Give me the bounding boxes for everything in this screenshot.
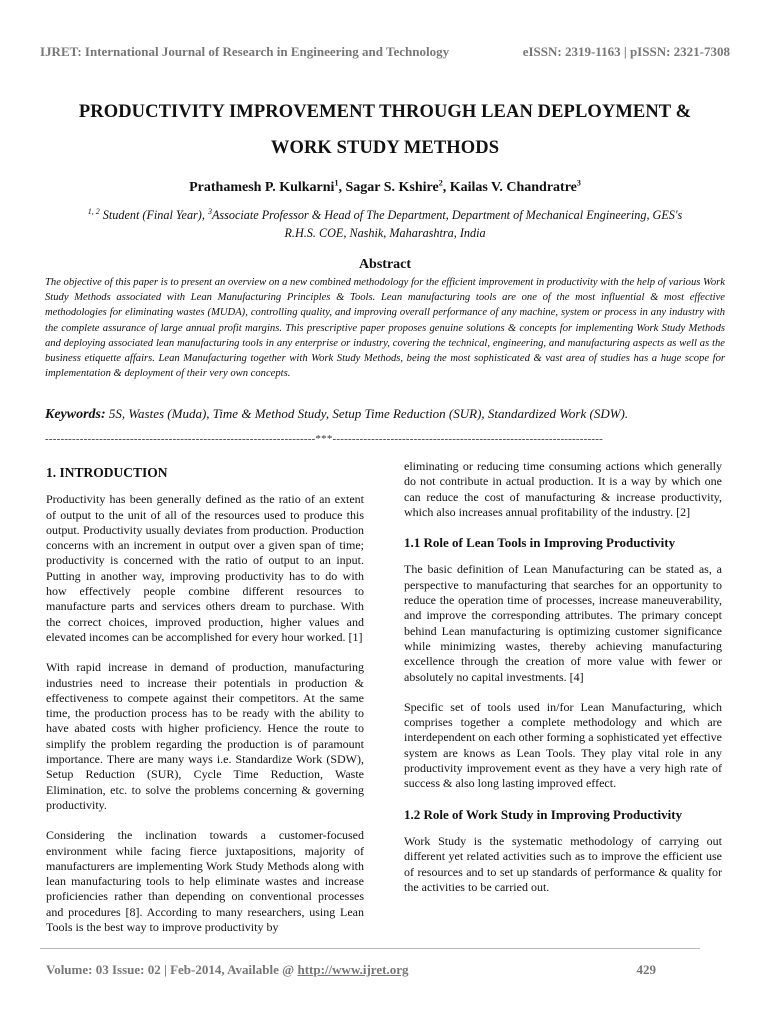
section-1-2-heading: 1.2 Role of Work Study in Improving Productivity (404, 806, 683, 822)
right-column (404, 459, 722, 910)
keywords-label: Keywords: (45, 407, 106, 422)
affiliation-line-1 (40, 206, 730, 224)
intro-heading: 1. INTRODUCTION (46, 465, 168, 480)
footer-volume-text: Volume: 03 Issue: 02 | Feb-2014, Available @ (46, 962, 298, 977)
section-1-1-paragraph-1: The basic definition of Lean Manufacturing can be stated as, a perspective to manufacturing that searches for an opportunity to reduce the operation time of processes, increase maneuverability, and improve the corresponding attributes. The primary concept behind Lean manufacturing is optimizing customer significance while minimizing wastes, thereby achieving manufacturing excellence through the creation of more value with fewer or absolutely no capital investments. [4] (404, 562, 722, 684)
running-header (40, 44, 730, 60)
title-line-2: WORK STUDY METHODS (270, 138, 500, 158)
keywords-text: 5S, Wastes (Muda), Time & Method Study, Setup Time Reduction (SUR), Standardized Work (SDW). (105, 406, 629, 421)
section-1-1-heading: 1.1 Role of Lean Tools in Improving Productivity (404, 535, 676, 551)
section-separator: ----------------------------------------------------------------------***---------------------------------------------------------------------- (45, 433, 603, 445)
affiliation-sup-2: 3 (207, 206, 212, 216)
author-list: Prathamesh P. Kulkarni$^1$, Sagar S. Kshire$^2$, Kailas V. Chandratre$^3$ (189, 178, 581, 195)
abstract-heading: Abstract (358, 257, 412, 272)
affiliation-text-2: Associate Professor & Head of The Department, Department of Mechanical Engineering, GES's (211, 208, 683, 222)
paper-title (40, 94, 730, 166)
intro-paragraph-3: Considering the inclination towards a customer-focused environment while facing fierce juxtapositions, majority of manufacturers are implementing Work Study Methods along with lean manufacturing tools to help eliminate wastes and increase proficiencies rather than depending on conventional processes and procedures [8]. According to many researchers, using Lean Tools is the best way to improve productivity by (46, 828, 364, 935)
affiliation-line-2: R.H.S. COE, Nashik, Maharashtra, India (284, 226, 486, 240)
intro-continued-paragraph: eliminating or reducing time consuming actions which generally do not contribute in actual production. It is a way by which one can reduce the cost of manufacturing & increase productivity, which also increases annual profitability of the industry. [2] (404, 459, 722, 519)
footer-divider (40, 948, 700, 949)
author-3: Kailas V. Chandratre (449, 180, 577, 195)
section-1-1-paragraph-2: Specific set of tools used in/for Lean Manufacturing, which comprises together a complete methodology and which are interdependent on each other forming a sophisticated yet effective system are knows as Lean Tools. They play vital role in any productivity improvement event as they have a very high rate of success & also long lasting improved effect. (404, 699, 722, 791)
author-2: Sagar S. Kshire (345, 180, 439, 195)
affiliation (40, 206, 730, 242)
author-1-sup: 1 (334, 178, 339, 188)
keywords (45, 406, 725, 423)
intro-paragraph-2: With rapid increase in demand of production, manufacturing industries need to increase their potentials in production & effectiveness to compete against their competitors. At the same time, the production process has to be ready with the ability to have abated costs with higher proficiency. Hence the route to simplify the problem regarding the production is of paramount importance. There are many ways i.e. Standardize Work (SDW), Setup Reduction (SUR), Cycle Time Reduction, Waste Elimination, etc. to solve the problems concerning & governing productivity. (46, 660, 364, 812)
author-3-sup: 3 (576, 178, 581, 188)
affiliation-text-1: Student (Final Year), (99, 208, 208, 222)
journal-website-link[interactable]: http://www.ijret.org (297, 962, 409, 977)
affiliation-sup-1: 1, 2 (87, 206, 100, 216)
left-column (46, 459, 364, 950)
journal-name: IJRET: International Journal of Research in Engineering and Technology (40, 44, 450, 59)
intro-paragraph-1: Productivity has been generally defined as the ratio of an extent of output to the unit of all of the resources used to produce this output. Productivity usually deviates from production. Production concerns with an increment in output over a given span of time; productivity is concerned with the ratio of output to an input. Putting in another way, improving productivity has to do with how effectively people combine different resources to manufacture parts and services others dream to purchase. With the correct choices, improved production, higher values and elevated incomes can be accomplished for every hour worked. [1] (46, 492, 364, 644)
page-number: 429 (636, 962, 656, 977)
title-line-1: PRODUCTIVITY IMPROVEMENT THROUGH LEAN DEPLOYMENT & (78, 102, 692, 122)
author-2-sup: 2 (438, 178, 443, 188)
footer-volume-info (46, 962, 408, 978)
author-1: Prathamesh P. Kulkarni (189, 180, 335, 195)
abstract-text: The objective of this paper is to present an overview on a new combined methodology for the efficient improvement in productivity with the help of various Work Study Methods associated with Lean Manufacturing Principles & Tools. Lean manufacturing tools are one of the most influential & most effective methodologies for eliminating wastes (MUDA), controlling quality, and improving overall performance of any machine, system or process in any industry with the complete assurance of large annual profit margins. This prescriptive paper proposes genuine solutions & concepts for implementing Work Study Methods and deploying associated lean manufacturing tools in any enterprise or industry, covering the technical, engineering, and manufacturing aspects as well as the business etiquette affairs. Lean Manufacturing together with Work Study Methods, being the most sophisticated & vast area of studies has a huge scope for implementation & deployment of their very own concepts. (45, 277, 725, 380)
issn: eISSN: 2319-1163 | pISSN: 2321-7308 (522, 44, 730, 59)
page-footer (46, 962, 656, 978)
section-1-2-paragraph-1: Work Study is the systematic methodology of carrying out different yet related activities such as to improve the efficient use of resources and to set up standards of performance & quality for the activities to be carried out. (404, 833, 722, 894)
